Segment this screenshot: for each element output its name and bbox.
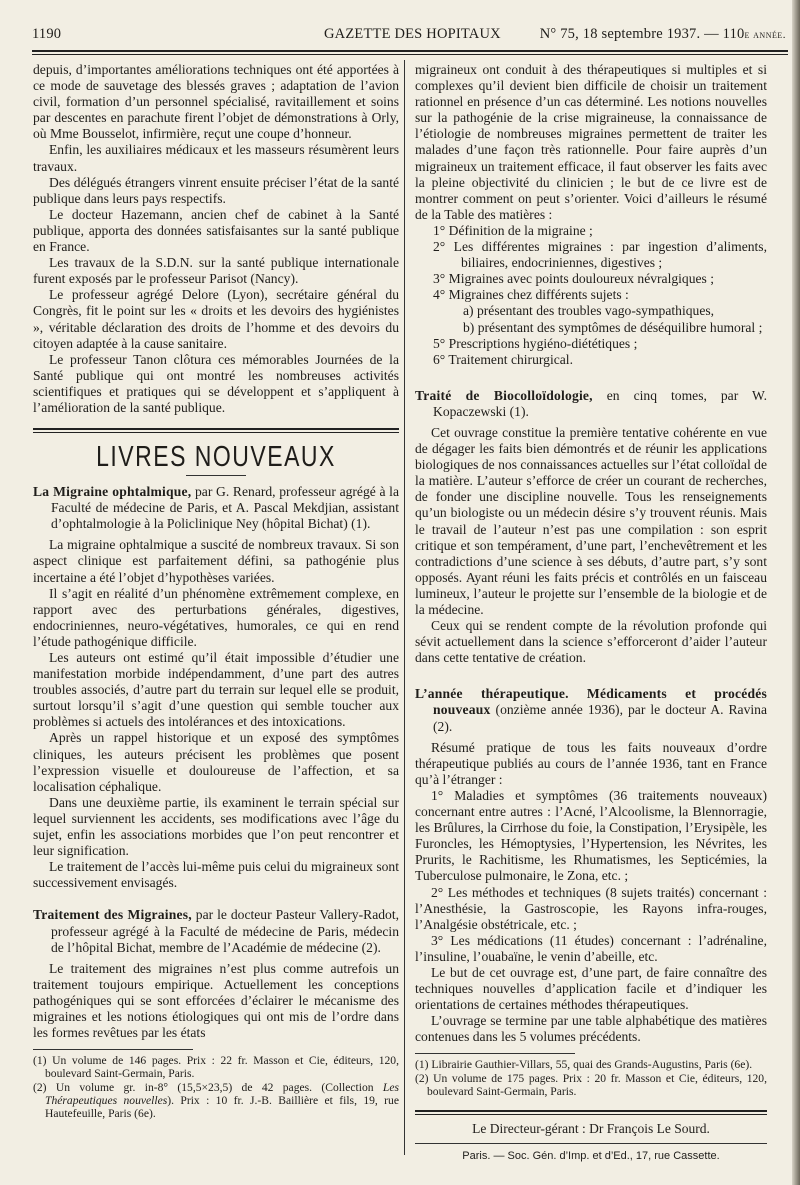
left-column [33,62,399,1120]
journal-title: GAZETTE DES HOPITAUX [324,26,501,42]
director-signature: Le Directeur-gérant : Dr François Le Sourd. [472,1121,710,1137]
toc-item: 6° Traitement chirurgical. [433,351,573,367]
review-paragraph: La migraine ophtalmique a suscité de nombreux travaux. Si son aspect clinique est parfaitement défini, sa pathogénie plus incertaine a été l’objet d’hypothèses variées. [33,537,399,585]
book-entry-title [415,388,767,420]
header-rule [32,50,788,55]
footnote: (1) Librairie Gauthier-Villars, 55, quai des Grands-Augustins, Paris (6e). [415,1058,753,1072]
review-paragraph: Le traitement des migraines n’est plus comme autrefois un traitement toujours empirique. Actuellement les conceptions pathogéniques qui se sont efforcées d’éclairer le mécanisme des migraines et les notions étiologiques qui ont mis de l’ordre dans les formes revêtues par les états [33,960,399,1041]
intro-paragraph: Le docteur Hazemann, ancien chef de cabinet à la Santé publique, apporta des données satisfaisantes sur la santé publique en France. [33,206,399,255]
column-divider [404,60,405,1155]
footnote [33,1081,399,1121]
review-paragraph: Les auteurs ont estimé qu’il était impossible d’étudier une manifestation morbide indépendamment, d’une part des autres troubles associés, d’autre part du terrain sur lequel elle se produit, surtout lorsqu’il s’agit d’une question qui semble toucher aux problèmes si actuels des intolérances et des intoxications. [33,650,399,730]
review-paragraph: Le but de cet ouvrage est, d’une part, de faire connaître des techniques nouvelles d’application facile et d’indiquer les orientations de certaines méthodes thérapeutiques. [415,964,767,1013]
section-title: LIVRES NOUVEAUX [96,439,336,473]
intro-paragraph: Le professeur Tanon clôtura ces mémorables Journées de la Santé publique qui ont montré les nombreuses activités scientifiques et pratiques qui se développent et s’appliquent à l’amélioration de la santé publique. [33,351,399,415]
book-title: L’année thérapeutique. Médicaments et procédés nouveaux [415,686,767,718]
review-paragraph: Résumé pratique de tous les faits nouveaux d’ordre thérapeutique publiés au cours de l’année 1936, tant en France qu’à l’étranger : [415,739,767,787]
book-title: Traité de Biocolloïdologie, [415,387,593,403]
right-column [415,62,767,1164]
review-paragraph: Cet ouvrage constitue la première tentative cohérente en vue de dégager les faits bien démontrés et de réunir les applications biologiques de nos connaissances actuelles sur l’état colloïdal de la matière. L’auteur s’efforce de créer un courant de recherches, de fonder une discipline nouvelle. Tous les renseignements qu’un biologiste ou un médecin désire s’y trouvent réunis. Mais le travail de l’auteur n’est pas une compilation : son esprit critique et son tempérament, d’une part, l’enchevêtrement et les contradictions d’une science à ses débuts, d’autre part, s’y sont opposés. Ayant réuni les faits précis et contrôlés en un faisceau lumineux, l’auteur le projette sur l’ensemble de la biologie et de la médecine. [415,424,767,617]
intro-paragraph: depuis, d’importantes améliorations techniques ont été apportées à ce mode de sauvetage des blessés graves ; adaptation de l’avion civil, formation d’un personnel spécialisé, ravitaillement et soins par descentes en parachute firent l’objet de démonstrations à Orly, où Mme Bousselot, infirmière, reçut une coupe d’honneur. [33,62,399,142]
footnote-text: ). Prix : 10 fr. J.-B. Baillière et fils, 19, rue Hautefeuille, Paris (6e). [45,1093,399,1120]
toc-item: 3° Migraines avec points douloureux névralgiques ; [433,271,715,287]
book-entry-title [33,907,399,955]
book-title: La Migraine ophtalmique, [33,484,192,500]
book-author-info: (onzième année 1936), par le docteur A. Ravina (2). [433,702,767,734]
book-author-info: par G. Renard, professeur agrégé à la Faculté de médecine de Paris, et A. Pascal Mekdjian, assistant d’ophtalmologie à la Policlinique Ney (hôpital Bichat) (1). [51,484,399,532]
review-paragraph: migraineux ont conduit à des thérapeutiques si multiples et si complexes qu’il devient bien difficile de choisir un traitement rationnel en présence d’un cas déterminé. Les notions nouvelles sur la pathogénie de la crise migraineuse, la connaissance de l’étiologie de nombreuses migraines permettent de traiter les malades d’une façon très rationnelle. Pour faire auprès d’un migraineux un traitement efficace, il faut observer les faits avec la pleine objectivité du clinicien ; le but de ce livre est de montrer comment on peut s’orienter. Voici d’ailleurs le résumé de la Table des matières : [415,62,767,222]
toc-subitem: b) présentant des symptômes de déséquilibre humoral ; [463,319,763,335]
issue-date: N° 75, 18 septembre 1937. — 110 [539,26,745,42]
book-entry-title [415,686,767,734]
review-paragraph: 3° Les médications (11 études) concernant : l’adrénaline, l’insuline, l’ouabaïne, le venin d’abeille, etc. [415,932,767,964]
intro-paragraph: Le professeur agrégé Delore (Lyon), secrétaire général du Congrès, fit le point sur les « droits et les devoirs des hygiénistes », véritable déclaration des droits de l’homme et des devoirs du citoyen adaptée à la cause sanitaire. [33,287,399,351]
page-edge-shadow [792,0,800,1185]
book-entry-title [33,484,399,532]
intro-paragraph: Les travaux de la S.D.N. sur la santé publique internationale furent exposés par le professeur Parisot (Nancy). [33,255,399,287]
page-header [32,26,786,48]
signature-rule [415,1110,767,1115]
toc-item: 1° Définition de la migraine ; [433,222,593,238]
toc-item: 5° Prescriptions hygiéno-diététiques ; [433,335,638,351]
section-rule [33,428,399,433]
review-paragraph: Après un rappel historique et un exposé des symptômes cliniques, les auteurs précisent les problèmes que posent l’expression visuelle et douloureuse de l’affection, et sa localisation céphalique. [33,730,399,794]
printer-rule [415,1143,767,1144]
book-title: Traitement des Migraines, [33,907,192,923]
issue-suffix: e année. [744,29,786,41]
toc-item: 4° Migraines chez différents sujets : [433,287,629,303]
section-title-rule [186,475,246,476]
review-paragraph: L’ouvrage se termine par une table alphabétique des matières contenues dans les 5 volumes précédents. [415,1013,767,1045]
toc-item: 2° Les différentes migraines : par ingestion d’aliments, biliaires, endocriniennes, digestives ; [433,239,767,271]
intro-paragraph: Des délégués étrangers vinrent ensuite préciser l’état de la santé publique dans leurs pays respectifs. [33,174,399,206]
footnote-rule [415,1053,575,1054]
review-paragraph: Il s’agit en réalité d’un phénomène extrêmement complexe, en rapport avec des perturbations générales, digestives, endocriniennes, neuro-végétatives, humorales, ce qui en rend l’étude pathogénique difficile. [33,585,399,649]
toc-subitem: a) présentant des troubles vago-sympathiques, [463,303,715,319]
footnote-rule [33,1049,193,1050]
collection-name: Les Thérapeutiques nouvelles [45,1080,399,1107]
book-author-info: par le docteur Pasteur Vallery-Radot, professeur agrégé à la Faculté de médecine de Paris, médecin de l’hôpital Bichat, membre de l’Académie de médecine (2). [51,907,399,955]
intro-paragraph: Enfin, les auxiliaires médicaux et les masseurs résumèrent leurs travaux. [33,142,399,174]
printer-line: Paris. — Soc. Gén. d’Imp. et d’Ed., 17, rue Cassette. [462,1150,720,1163]
review-paragraph: 1° Maladies et symptômes (36 traitements nouveaux) concernant entre autres : l’Acné, l’Alcoolisme, la Blennorragie, les Brûlures, la Cirrhose du foie, la Constipation, l’Erysipèle, les Furoncles, les Hémoptysies, l’Hypertension, les Névrites, les Prurits, le Rachitisme, les Rhumatismes, les Septicémies, la Tuberculose pulmonaire, le Zona, etc. ; [415,787,767,884]
footnote: (2) Un volume de 175 pages. Prix : 20 fr. Masson et Cie, éditeurs, 120, boulevard Saint-Germain, Paris. [415,1071,767,1098]
book-author-info: en cinq tomes, par W. Kopaczewski (1). [433,387,767,419]
page-number: 1190 [32,26,62,42]
review-paragraph: Le traitement de l’accès lui-même puis celui du migraineux sont successivement envisagés. [33,859,399,891]
review-paragraph: 2° Les méthodes et techniques (8 sujets traités) concernant : l’Anesthésie, la Gastroscopie, les Rayons infra-rouges, l’Analgésie obstétricale, etc. ; [415,884,767,932]
review-paragraph: Dans une deuxième partie, ils examinent le terrain spécial sur lequel surviennent les accidents, ses modifications avec l’âge du sujet, enfin les associations morbides que l’on peut rencontrer et leur signification. [33,794,399,859]
review-paragraph: Ceux qui se rendent compte de la révolution profonde qui sévit actuellement dans la science s’efforceront d’aider l’auteur dans cette tentative de création. [415,618,767,666]
issue-info [540,26,786,43]
footnote-text: (2) Un volume gr. in-8° (15,5×23,5) de 42 pages. (Collection [33,1080,383,1094]
footnote: (1) Un volume de 146 pages. Prix : 22 fr. Masson et Cie, éditeurs, 120, boulevard Saint-Germain, Paris. [33,1054,399,1081]
